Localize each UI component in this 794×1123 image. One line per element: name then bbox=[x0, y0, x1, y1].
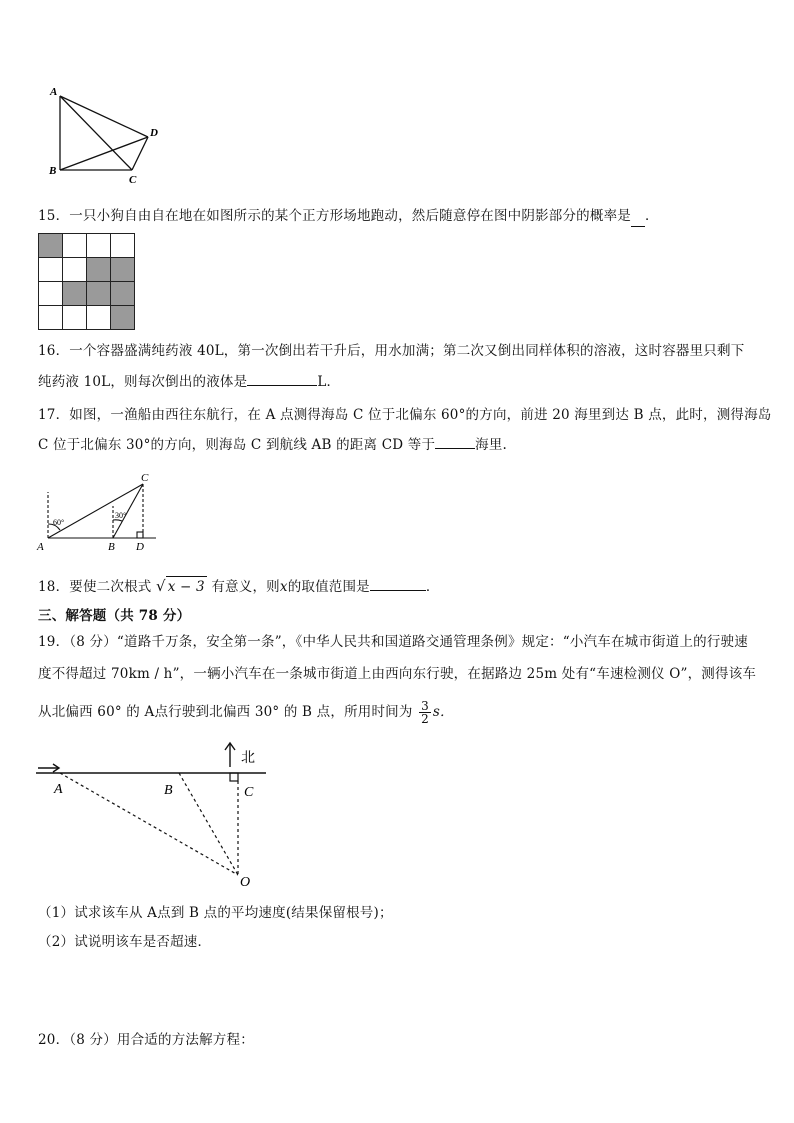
q19-line3-text: 从北偏西 60° 的 A点行驶到北偏西 30° 的 B 点，所用时间为 bbox=[38, 704, 413, 720]
label-a: A bbox=[54, 782, 63, 797]
grid-cell-shaded bbox=[87, 258, 111, 282]
north-label: 北 bbox=[241, 750, 255, 766]
question-17-line1: 17．如图，一渔船由西往东航行，在 A 点测得海岛 C 位于北偏东 60°的方向，前进 20 海里到达 B 点，此时，测得海岛 bbox=[38, 407, 772, 423]
section-heading: 三、解答题（共 78 分） bbox=[38, 608, 191, 624]
label-a: A bbox=[50, 86, 58, 98]
q16-unit: L． bbox=[317, 374, 341, 390]
square-grid-figure bbox=[38, 233, 135, 330]
grid-cell bbox=[63, 306, 87, 330]
q18-var: x bbox=[279, 579, 288, 595]
label-b: B bbox=[108, 541, 115, 553]
q18-answer-blank[interactable] bbox=[370, 590, 426, 591]
q17-text: C 位于北偏东 30°的方向，则海岛 C 到航线 AB 的距离 CD 等于 bbox=[38, 437, 436, 453]
grid-cell-shaded bbox=[39, 234, 63, 258]
label-c: C bbox=[141, 472, 149, 484]
label-c: C bbox=[129, 174, 137, 186]
grid-cell-shaded bbox=[111, 258, 135, 282]
question-19-part1: （1）试求该车从 A点到 B 点的平均速度(结果保留根号)； bbox=[38, 905, 393, 921]
grid-cell bbox=[111, 234, 135, 258]
q16-answer-blank[interactable] bbox=[247, 385, 317, 386]
grid-cell bbox=[39, 258, 63, 282]
q18-post: 的取值范围是 bbox=[287, 579, 370, 595]
grid-cell bbox=[39, 306, 63, 330]
grid-cell-shaded bbox=[111, 282, 135, 306]
grid-cell bbox=[87, 234, 111, 258]
grid-cell-shaded bbox=[111, 306, 135, 330]
label-o: O bbox=[240, 875, 251, 890]
q19-line3-end: s． bbox=[432, 704, 454, 720]
q18-radical: √ x − 3 bbox=[155, 577, 205, 595]
angle-b-label: 30° bbox=[115, 511, 127, 520]
grid-cell bbox=[63, 258, 87, 282]
grid-row bbox=[39, 306, 135, 330]
question-20: 20．（8 分）用合适的方法解方程： bbox=[38, 1032, 254, 1048]
angle-a-label: 60° bbox=[53, 518, 65, 527]
grid-row bbox=[39, 258, 135, 282]
grid-cell-shaded bbox=[87, 282, 111, 306]
grid-cell-shaded bbox=[63, 282, 87, 306]
question-19-line2: 度不得超过 70km / h”，一辆小汽车在一条城市街道上由西向东行驶，在据路边 25m 处有“车速检测仪 O”，测得该车 bbox=[38, 666, 757, 682]
grid-row bbox=[39, 234, 135, 258]
question-19-part2: （2）试说明该车是否超速． bbox=[38, 934, 212, 950]
label-d: D bbox=[136, 541, 144, 553]
grid-row bbox=[39, 282, 135, 306]
q17-unit: 海里. bbox=[475, 437, 508, 453]
question-16-line1: 16．一个容器盛满纯药液 40L，第一次倒出若干升后，用水加满；第二次又倒出同样体积的溶液，这时容器里只剩下 bbox=[38, 343, 745, 359]
question-16-line2 bbox=[38, 372, 340, 392]
q18-pre: 18．要使二次根式 bbox=[38, 579, 152, 595]
fraction-numerator: 3 bbox=[421, 699, 429, 713]
q18-mid: 有意义，则 bbox=[211, 579, 280, 595]
q15-text: 15．一只小狗自由自在地在如图所示的某个正方形场地跑动，然后随意停在图中阴影部分的概率是 bbox=[38, 208, 631, 224]
q16-text: 纯药液 10L，则每次倒出的液体是 bbox=[38, 374, 248, 390]
q15-answer-blank[interactable] bbox=[631, 206, 645, 227]
figure-ship-island bbox=[34, 470, 164, 555]
label-c: C bbox=[244, 785, 254, 800]
grid-cell bbox=[39, 282, 63, 306]
label-d: D bbox=[150, 127, 158, 139]
grid-cell bbox=[63, 234, 87, 258]
question-19-line3 bbox=[38, 700, 454, 725]
label-b: B bbox=[164, 783, 173, 798]
q17-answer-blank[interactable] bbox=[435, 448, 475, 449]
question-17-line2 bbox=[38, 435, 507, 455]
q15-end: ． bbox=[644, 208, 659, 224]
label-a: A bbox=[37, 541, 44, 553]
figure-speed-detector bbox=[36, 740, 272, 892]
question-15 bbox=[38, 206, 659, 227]
question-19-line1: 19．（8 分）“道路千万条，安全第一条”，《中华人民共和国道路交通管理条例》规定：“小汽车在城市街道上的行驶速 bbox=[38, 634, 748, 650]
fraction-denominator: 2 bbox=[421, 712, 429, 726]
q18-radicand: x − 3 bbox=[166, 576, 207, 597]
question-18 bbox=[38, 576, 440, 597]
q18-end: ． bbox=[425, 579, 440, 595]
figure-quadrilateral-abcd bbox=[40, 84, 170, 186]
label-b: B bbox=[49, 165, 57, 177]
grid-cell bbox=[87, 306, 111, 330]
fraction-three-halves bbox=[419, 700, 431, 725]
